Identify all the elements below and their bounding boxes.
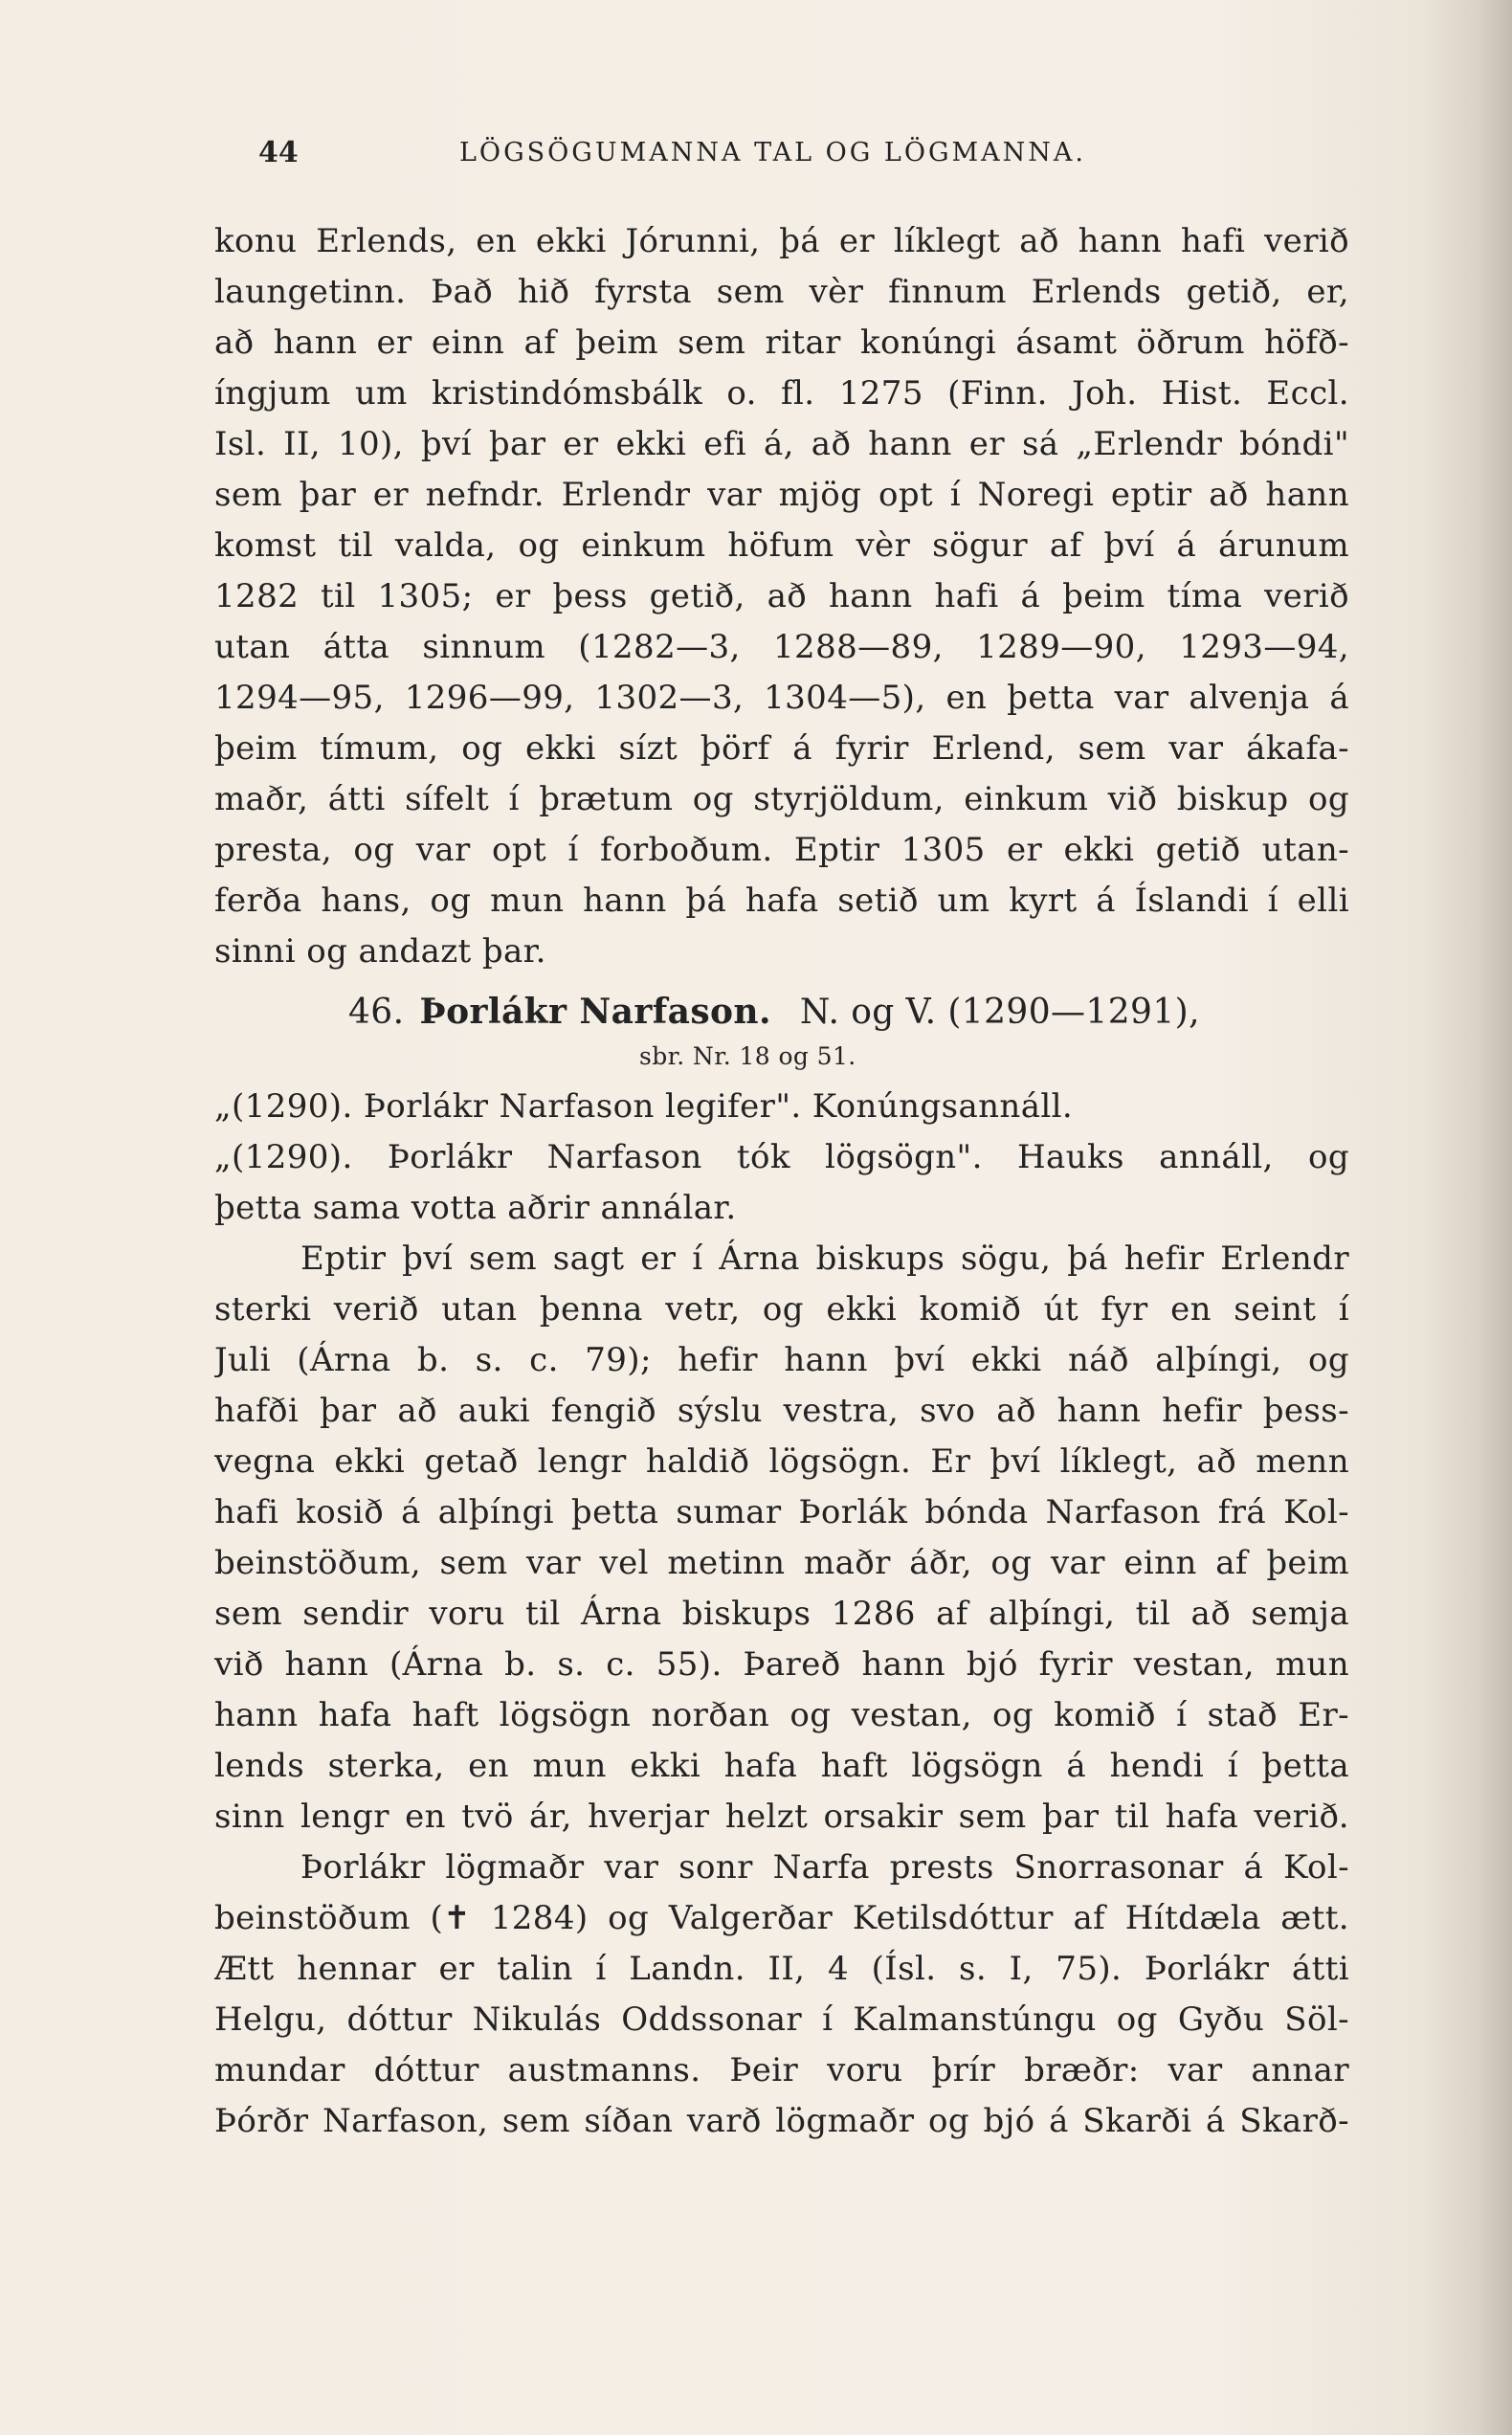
text-line: Þorlákr lögmaðr var sonr Narfa prests Snorrasonar á Kol- [300,1848,1349,1887]
text-line: sem þar er nefndr. Erlendr var mjög opt í Noregi eptir að hann [214,476,1349,514]
text-line: ferða hans, og mun hann þá hafa setið um kyrt á Íslandi í elli [214,882,1349,920]
text-line: 1294—95, 1296—99, 1302—3, 1304—5), en þetta var alvenja á [214,679,1349,717]
section-name: Þorlákr Narfason. [419,992,771,1032]
text-line: lends sterka, en mun ekki hafa haft lögsögn á hendi í þetta [214,1747,1349,1785]
text-line: utan átta sinnum (1282—3, 1288—89, 1289—90, 1293—94, [214,628,1349,666]
text-line: sinni og andazt þar. [214,932,546,971]
text-line: við hann (Árna b. s. c. 55). Þareð hann bjó fyrir vestan, mun [214,1645,1349,1684]
text-line: komst til valda, og einkum höfum vèr sögur af því á árunum [214,526,1349,565]
text-line: sinn lengr en tvö ár, hverjar helzt orsakir sem þar til hafa verið. [214,1798,1349,1836]
text-line: íngjum um kristindómsbálk o. fl. 1275 (Finn. Joh. Hist. Eccl. [214,374,1349,413]
page-header [258,136,1120,178]
text-line: mundar dóttur austmanns. Þeir voru þrír bræðr: var annar [214,2051,1349,2089]
text-line: sem sendir voru til Árna biskups 1286 af alþíngi, til að semja [214,1595,1349,1633]
text-line: að hann er einn af þeim sem ritar konúngi ásamt öðrum höfð- [214,324,1349,362]
text-line: Ætt hennar er talin í Landn. II, 4 (Ísl. s. I, 75). Þorlákr átti [214,1950,1349,1988]
text-line: laungetinn. Það hið fyrsta sem vèr finnum Erlends getið, er, [214,273,1349,311]
text-line: Juli (Árna b. s. c. 79); hefir hann því ekki náð alþíngi, og [214,1341,1349,1379]
text-line: presta, og var opt í forboðum. Eptir 1305 er ekki getið utan- [214,831,1349,869]
text-line: 1282 til 1305; er þess getið, að hann hafi á þeim tíma verið [214,577,1349,615]
section-summary: N. og V. (1290—1291), [799,993,1200,1032]
section-number: 46. [348,993,405,1032]
text-line: hafði þar að auki fengið sýslu vestra, svo að hann hefir þess- [214,1392,1349,1430]
annal-quote: þetta sama votta aðrir annálar. [214,1189,737,1227]
text-line: beinstöðum (✝ 1284) og Valgerðar Ketilsdóttur af Hítdæla ætt. [214,1899,1349,1937]
page-edge-shadow [1421,0,1512,2435]
text-line: maðr, átti sífelt í þrætum og styrjöldum, einkum við biskup og [214,780,1349,818]
text-line: konu Erlends, en ekki Jórunni, þá er líklegt að hann hafi verið [214,222,1349,260]
body-text [214,216,1349,2147]
text-line: hafi kosið á alþíngi þetta sumar Þorlák bónda Narfason frá Kol- [214,1493,1349,1531]
paragraph-3 [214,1843,1349,2147]
text-line: Isl. II, 10), því þar er ekki efi á, að hann er sá „Erlendr bóndi" [214,425,1349,463]
running-title: LÖGSÖGUMANNA TAL OG LÖGMANNA. [459,138,1087,168]
text-line: sterki verið utan þenna vetr, og ekki komið út fyr en seint í [214,1290,1349,1329]
text-line: Eptir því sem sagt er í Árna biskups sögu, þá hefir Erlendr [300,1240,1349,1278]
text-line: Þórðr Narfason, sem síðan varð lögmaðr og bjó á Skarði á Skarð- [214,2102,1349,2140]
page-number: 44 [258,136,299,169]
annal-quote: „(1290). Þorlákr Narfason legifer". Konúngsannáll. [214,1087,1074,1126]
text-line: vegna ekki getað lengr haldið lögsögn. Er því líklegt, að menn [214,1442,1349,1481]
text-line: Helgu, dóttur Nikulás Oddssonar í Kalmanstúngu og Gyðu Söl- [214,2000,1349,2039]
section-heading [214,987,1349,1038]
text-line: hann hafa haft lögsögn norðan og vestan, og komið í stað Er- [214,1696,1349,1734]
annal-quote: „(1290). Þorlákr Narfason tók lögsögn". Hauks annáll, og [214,1138,1349,1176]
paragraph-2 [214,1234,1349,1843]
section-reference: sbr. Nr. 18 og 51. [639,1042,856,1070]
annal-quotes [214,1082,1349,1234]
paragraph-1 [214,216,1349,977]
text-line: þeim tímum, og ekki sízt þörf á fyrir Erlend, sem var ákafa- [214,729,1349,768]
text-line: beinstöðum, sem var vel metinn maðr áðr, og var einn af þeim [214,1544,1349,1582]
